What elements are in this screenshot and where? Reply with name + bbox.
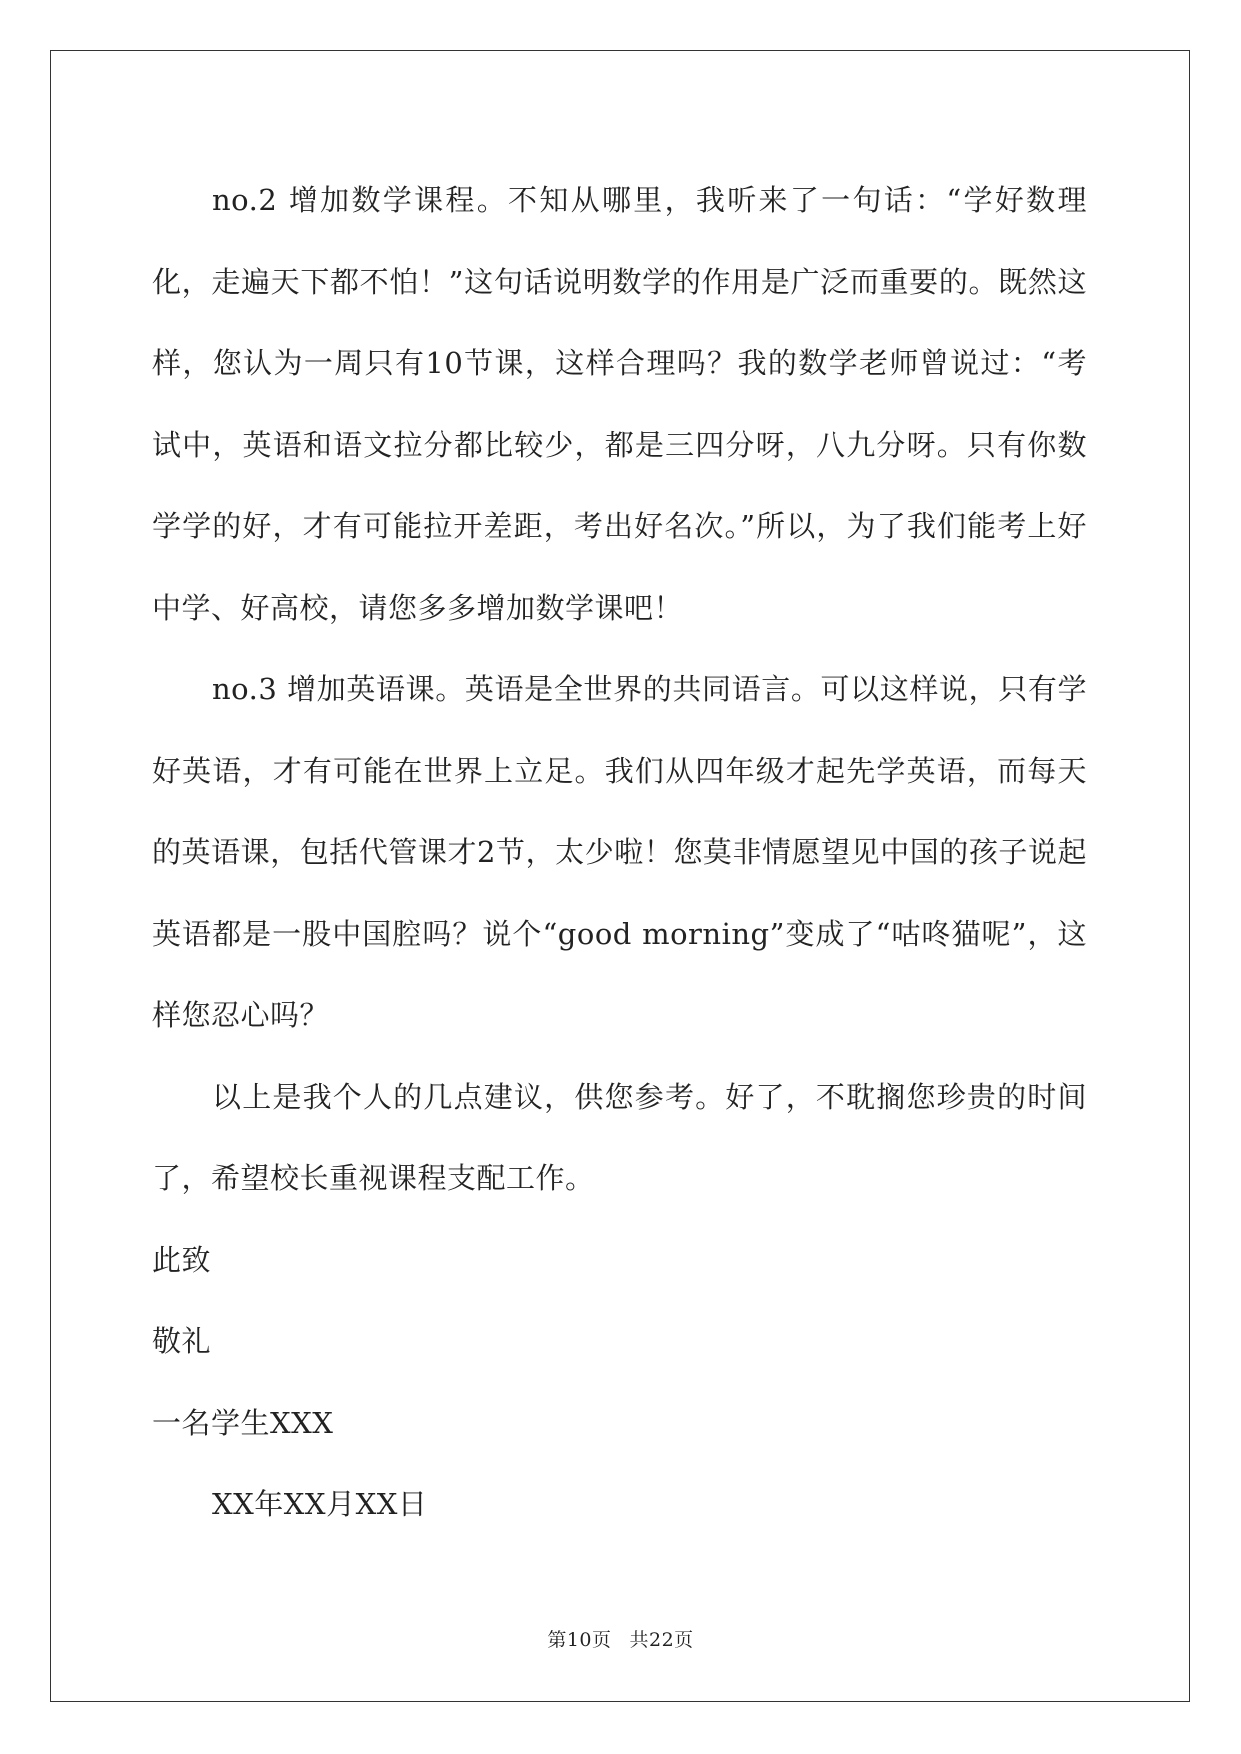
- paragraph-english: no.3 增加英语课。英语是全世界的共同语言。可以这样说，只有学好英语，才有可能在世界上立足。我们从四年级才起先学英语，而每天的英语课，包括代管课才2节，太少啦！您莫非情愿望见中国的孩子说起英语都是一股中国腔吗？说个“good morning”变成了“咕咚猫呢”，这样您忍心吗？: [152, 672, 1087, 1032]
- current-page-label: 第10页: [547, 1629, 612, 1651]
- closing-line: 此致: [152, 1242, 212, 1277]
- paragraph-math: no.2 增加数学课程。不知从哪里，我听来了一句话：“学好数理化，走遍天下都不怕！”这句话说明数学的作用是广泛而重要的。既然这样，您认为一周只有10节课，这样合理吗？我的数学老师曾说过：“考试中，英语和语文拉分都比较少，都是三四分呀，八九分呀。只有你数学学的好，才有可能拉开差距，考出好名次。”所以，为了我们能考上好中学、好高校，请您多多增加数学课吧！: [152, 183, 1087, 625]
- total-pages-label: 共22页: [629, 1629, 694, 1651]
- date-line: XX年XX月XX日: [212, 1487, 428, 1521]
- salute-line: 敬礼: [152, 1324, 212, 1358]
- signature-line: 一名学生XXX: [152, 1405, 334, 1440]
- letter-body: [152, 160, 1087, 1546]
- paragraph-conclusion: 以上是我个人的几点建议，供您参考。好了，不耽搁您珍贵的时间了，希望校长重视课程支配工作。: [152, 1079, 1087, 1195]
- page-footer: [0, 1625, 1241, 1652]
